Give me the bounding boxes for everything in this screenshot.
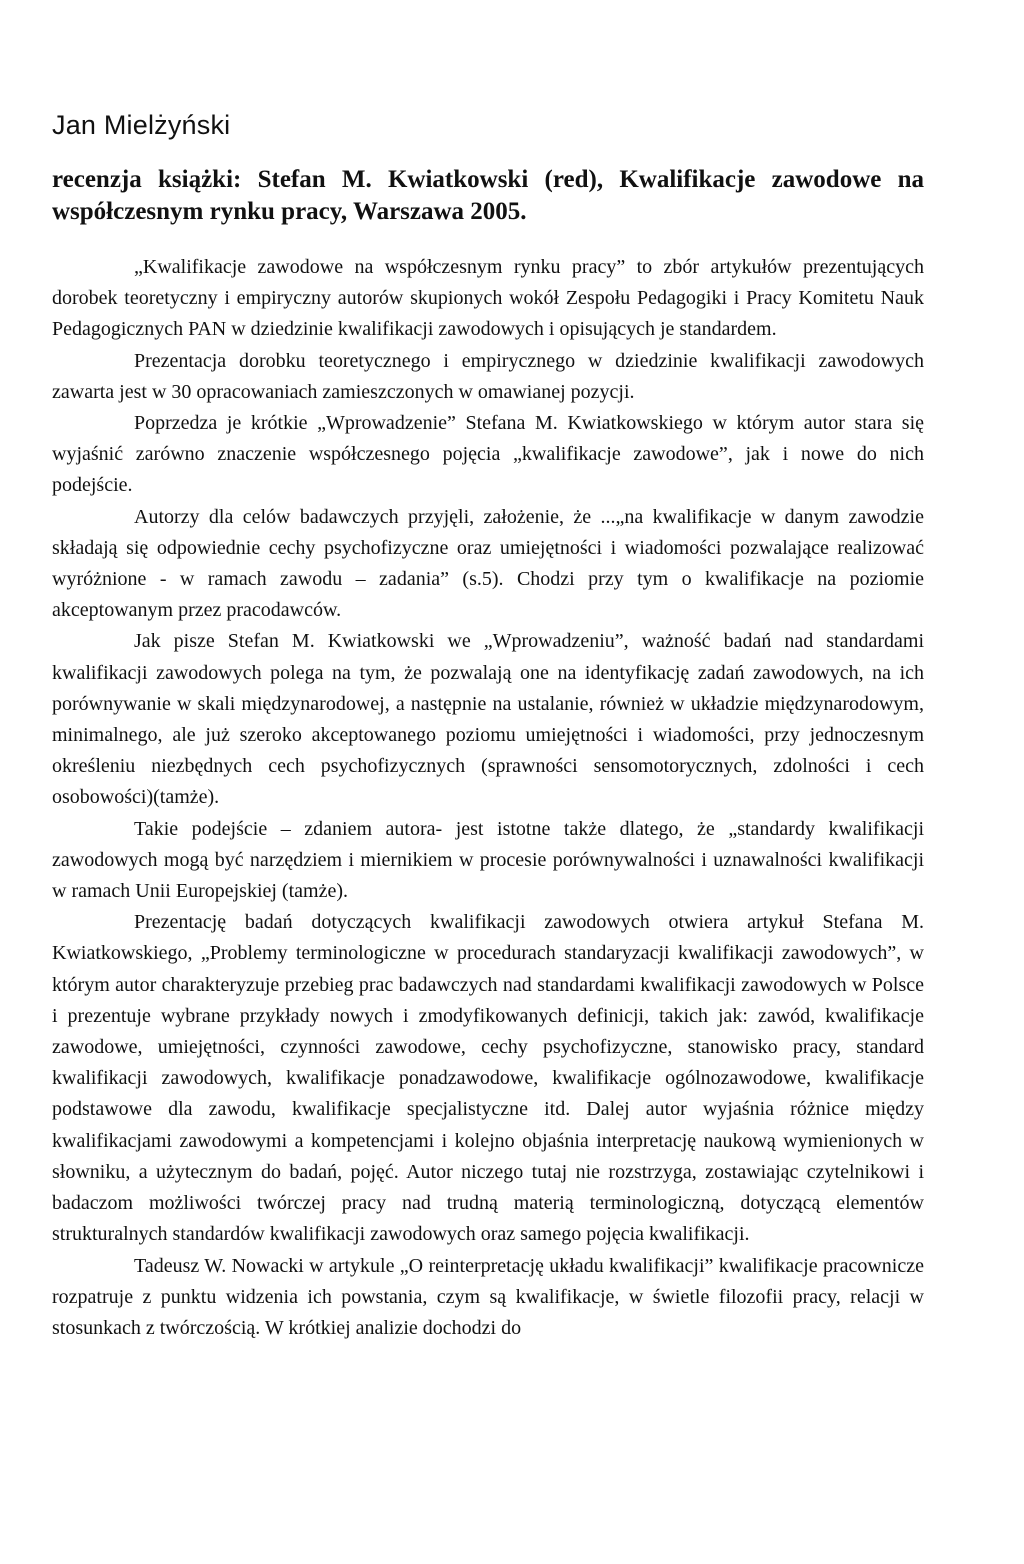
paragraph: Jak pisze Stefan M. Kwiatkowski we „Wprowadzeniu”, ważność badań nad standardami kwalifikacji zawodowych polega na tym, że pozwalają one na identyfikację zadań zawodowych, na ich porównywanie w skali międzynarodowej, a następnie na ustalanie, również w układzie międzynarodowym, minimalnego, ale już szeroko akceptowanego poziomu umiejętności i wiadomości, przy jednoczesnym określeniu niezbędnych cech psychofizycznych (sprawności sensomotorycznych, zdolności i cech osobowości)(tamże). bbox=[52, 630, 924, 809]
paragraph: Poprzedza je krótkie „Wprowadzenie” Stefana M. Kwiatkowskiego w którym autor stara się wyjaśnić zarówno znaczenie współczesnego pojęcia „kwalifikacje zawodowe”, jak i nowe do nich podejście. bbox=[52, 412, 924, 497]
paragraph: Prezentacja dorobku teoretycznego i empirycznego w dziedzinie kwalifikacji zawodowych zawarta jest w 30 opracowaniach zamieszczonych w omawianej pozycji. bbox=[52, 349, 924, 403]
paragraph: „Kwalifikacje zawodowe na współczesnym rynku pracy” to zbór artykułów prezentujących dorobek teoretyczny i empiryczny autorów skupionych wokół Zespołu Pedagogiki i Pracy Komitetu Nauk Pedagogicznych PAN w dziedzinie kwalifikacji zawodowych i opisujących je standardem. bbox=[52, 256, 924, 341]
author-name: Jan Mielżyński bbox=[52, 110, 231, 140]
review-title: recenzja książki: Stefan M. Kwiatkowski (red), Kwalifikacje zawodowe na współczesnym rynku pracy, Warszawa 2005. bbox=[52, 166, 924, 225]
paragraph: Autorzy dla celów badawczych przyjęli, założenie, że ...„na kwalifikacje w danym zawodzie składają się odpowiednie cechy psychofizyczne oraz umiejętności i wiadomości pozwalające realizować wyróżnione - w ramach zawodu – zadania” (s.5). Chodzi przy tym o kwalifikacje na poziomie akceptowanym przez pracodawców. bbox=[52, 505, 924, 622]
paragraph: Prezentację badań dotyczących kwalifikacji zawodowych otwiera artykuł Stefana M. Kwiatkowskiego, „Problemy terminologiczne w procedurach standaryzacji kwalifikacji zawodowych”, w którym autor charakteryzuje przebieg prac badawczych nad standardami kwalifikacji zawodowych w Polsce i prezentuje wybrane przykłady nowych i zmodyfikowanych definicji, takich jak: zawód, kwalifikacje zawodowe, umiejętności, czynności zawodowe, cechy psychofizyczne, stanowisko pracy, standard kwalifikacji zawodowych, kwalifikacje ponadzawodowe, kwalifikacje ogólnozawodowe, kwalifikacje podstawowe dla zawodu, kwalifikacje specjalistyczne itd. Dalej autor wyjaśnia różnice między kwalifikacjami zawodowymi a kompetencjami i kolejno objaśnia interpretację naukową wymienionych w słowniku, a użytecznym do badań, pojęć. Autor niczego tutaj nie rozstrzyga, zostawiając czytelnikowi i badaczom możliwości twórczej pracy nad trudną materią terminologiczną, dotyczącą elementów strukturalnych standardów kwalifikacji zawodowych oraz samego pojęcia kwalifikacji. bbox=[52, 911, 924, 1246]
paragraph: Takie podejście – zdaniem autora- jest istotne także dlatego, że „standardy kwalifikacji zawodowych mogą być narzędziem i miernikiem w procesie porównywalności i uznawalności kwalifikacji w ramach Unii Europejskiej (tamże). bbox=[52, 817, 924, 903]
document-page bbox=[52, 108, 924, 1344]
paragraph: Tadeusz W. Nowacki w artykule „O reinterpretację układu kwalifikacji” kwalifikacje pracownicze rozpatruje z punktu widzenia ich powstania, czym są kwalifikacje, w świetle filozofii pracy, relacji w stosunkach z twórczością. W krótkiej analizie dochodzi do bbox=[52, 1254, 924, 1339]
body-text bbox=[52, 252, 924, 1344]
